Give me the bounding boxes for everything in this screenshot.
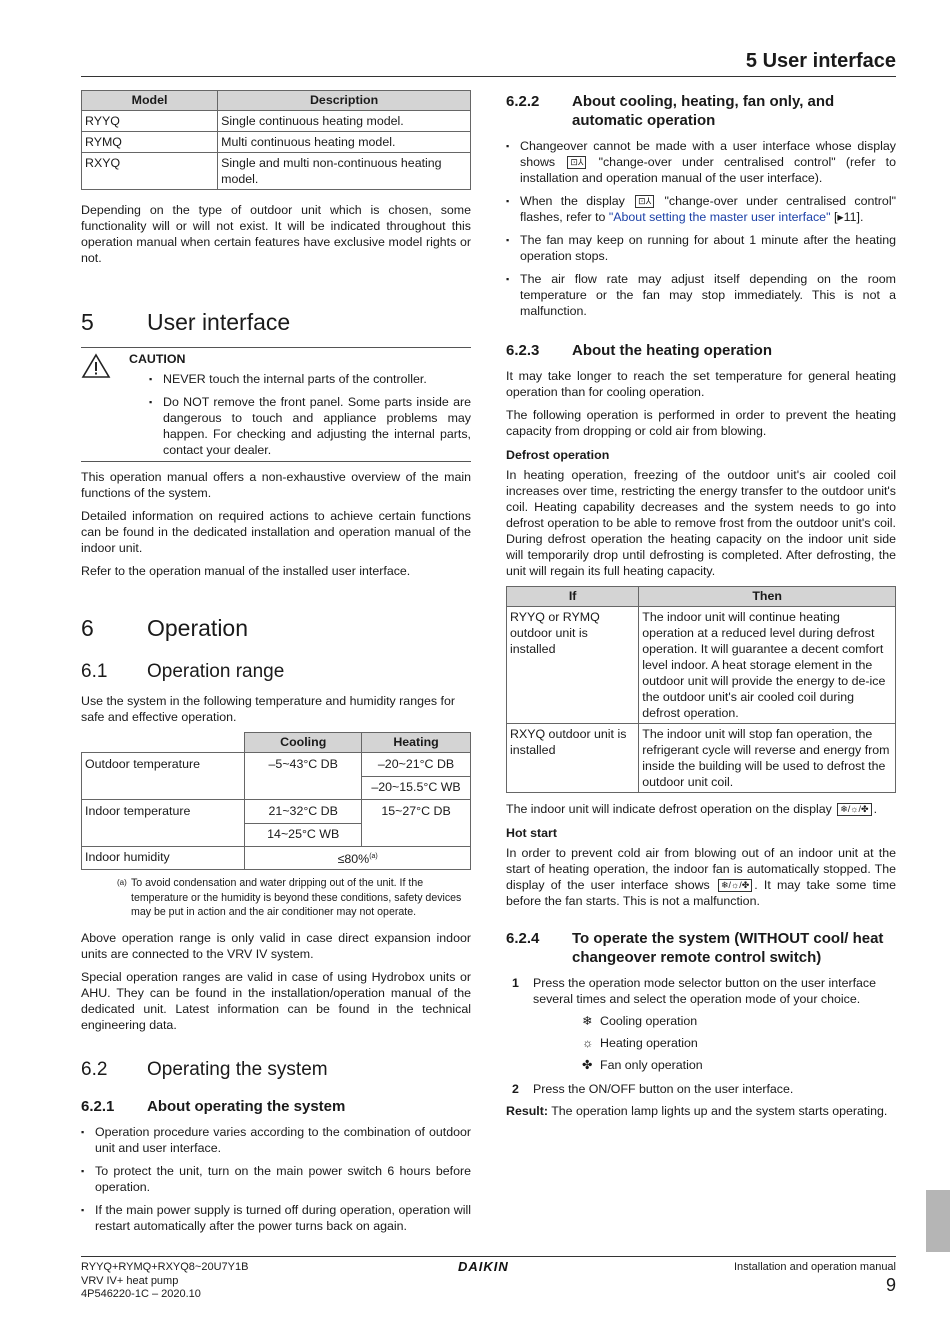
value-cell: –5~43°C DB	[245, 753, 362, 800]
table-row	[507, 724, 896, 793]
footnote-ref: (a)	[369, 853, 378, 860]
result-text: The operation lamp lights up and the system starts operating.	[551, 1104, 888, 1118]
step	[506, 975, 896, 1007]
step-number: 2	[512, 1082, 519, 1096]
text: [	[833, 210, 838, 224]
operation-range-table	[81, 732, 471, 870]
document-code: 4P546220-1C – 2020.10	[81, 1288, 201, 1300]
mode-item	[582, 1035, 896, 1051]
mode-item	[582, 1057, 896, 1073]
page-number: 9	[885, 1275, 896, 1295]
defrost-hotstart-icon: ❄/☼/✤	[837, 803, 871, 816]
value-cell	[245, 847, 471, 870]
master-interface-link[interactable]: "About setting the master user interface"	[608, 210, 831, 224]
row-label: Indoor humidity	[82, 847, 245, 870]
table-row	[82, 800, 471, 824]
table-row	[82, 111, 471, 132]
table-row	[82, 753, 471, 777]
caution-item: ▪ NEVER touch the internal parts of the controller.	[149, 371, 471, 387]
table-row	[82, 847, 471, 870]
fan-icon: ✤	[582, 1058, 593, 1072]
section-number: 5	[81, 309, 94, 335]
section-number: 6.2.2	[506, 93, 540, 110]
manual-type: Installation and operation manual	[733, 1261, 896, 1273]
if-then-table	[506, 586, 896, 793]
if-header: If	[507, 587, 639, 607]
list-item: ▪ Operation procedure varies according to the combination of outdoor unit and user interface.	[81, 1124, 471, 1156]
list-item: ▪ The fan may keep on running for about 1 minute after the heating operation stops.	[506, 232, 896, 264]
text: "change-over under centralised control" (refer to installation and operation manual of the user interface).	[520, 155, 896, 185]
paragraph: Detailed information on required actions to achieve certain functions can be found in the dedicated installation and operation manual of the indoor unit.	[81, 509, 471, 555]
text: When the display	[520, 194, 625, 208]
section-6-2-1-heading	[81, 1097, 471, 1116]
section-6-2-3-heading	[506, 341, 896, 360]
footnote-mark: (a)	[117, 878, 127, 888]
humidity-value: ≤80%	[337, 852, 370, 867]
list-item	[506, 193, 896, 225]
list-item	[506, 138, 896, 186]
right-column	[506, 90, 896, 1126]
row-label: Indoor temperature	[82, 800, 245, 847]
section-number: 6.2.4	[506, 930, 540, 947]
page-ref-icon: ▸	[837, 210, 844, 224]
model-cell: RYMQ	[82, 132, 218, 153]
step-text: Press the operation mode selector button on the user interface several times and select the operation mode of your choice.	[533, 976, 877, 1006]
paragraph: Use the system in the following temperature and humidity ranges for safe and effective operation.	[81, 694, 455, 724]
section-number: 6.1	[81, 661, 108, 682]
centralised-control-icon: ⊡⅄	[635, 195, 654, 208]
section-title: To operate the system (WITHOUT cool/ heat changeover remote control switch)	[572, 930, 884, 966]
cooling-icon: ❄	[582, 1014, 593, 1028]
text: .	[873, 802, 878, 816]
step-text: Press the ON/OFF button on the user interface.	[533, 1082, 794, 1096]
text: Changeover cannot be made with a user interface whose display shows	[520, 139, 896, 169]
section-5-heading	[81, 309, 471, 335]
warning-triangle-icon	[81, 351, 129, 458]
paragraph: In heating operation, freezing of the outdoor unit's air cooled coil increases over time, restricting the energy transfer to the outdoor unit's coil. Heating capability decreases and the system needs to go into defrost operation to be able to remove frost from the outdoor unit's coil. During defrost operation the heating capacity on the indoor unit side will temporarily drop until defrosting is completed. After defrosting, the unit will regain its full heating capacity.	[506, 468, 896, 578]
section-number: 6.2	[81, 1058, 108, 1080]
text: "change-over under centralised control" flashes, refer to	[520, 194, 896, 224]
caution-item: ▪ Do NOT remove the front panel. Some parts inside are dangerous to touch and appliance problems may happen. For checking and adjusting the internal parts, contact your dealer.	[149, 394, 471, 458]
paragraph: Above operation range is only valid in case direct expansion indoor units are connected to the VRV IV system.	[81, 930, 471, 961]
footnote-text: To avoid condensation and water dripping out of the unit. If the temperature or the humidity is beyond these conditions, safety devices may be put in action and the air conditioner may not operate.	[131, 877, 462, 919]
paragraph: It may take longer to reach the set temperature for general heating operation than for cooling operation.	[506, 369, 896, 399]
product-name: VRV IV+ heat pump	[81, 1274, 179, 1287]
description-cell: Multi continuous heating model.	[218, 132, 471, 153]
mode-label: Fan only operation	[600, 1058, 703, 1072]
heating-icon: ☼	[582, 1036, 594, 1050]
step	[506, 1081, 896, 1097]
text: In order to prevent cold air from blowing out of an indoor unit at the start of heating operation, the indoor fan is automatically stopped. The display of the user interface shows	[506, 846, 896, 892]
result-paragraph	[506, 1103, 896, 1119]
section-6-2-heading	[81, 1059, 471, 1081]
value-cell: 14~25°C WB	[245, 824, 362, 847]
heating-header: Heating	[362, 733, 471, 753]
subheading: Hot start	[506, 826, 557, 840]
mode-list	[582, 1013, 896, 1073]
list-item: ▪ The air flow rate may adjust itself depending on the room temperature or the fan may stop immediately. This is not a malfunction.	[506, 271, 896, 319]
cooling-header: Cooling	[245, 733, 362, 753]
section-number: 6.2.3	[506, 342, 540, 359]
description-cell: Single and multi non-continuous heating model.	[218, 153, 471, 190]
running-header: 5 User interface	[745, 50, 896, 72]
side-tab	[926, 1190, 950, 1252]
table-row	[82, 132, 471, 153]
paragraph	[506, 801, 896, 817]
section-number: 6	[81, 615, 94, 641]
section-title: Operation range	[147, 661, 285, 682]
value-cell: –20~21°C DB	[362, 753, 471, 777]
section-number: 6.2.1	[81, 1097, 115, 1115]
model-header: Model	[82, 91, 218, 111]
result-label: Result:	[506, 1104, 548, 1118]
table-row	[507, 607, 896, 724]
mode-item	[582, 1013, 896, 1029]
value-cell: 21~32°C DB	[245, 800, 362, 824]
footnote	[117, 876, 471, 920]
then-header: Then	[639, 587, 896, 607]
list-item: ▪ If the main power supply is turned off during operation, operation will restart automatically after the power turns back on again.	[81, 1202, 471, 1234]
section-6-heading	[81, 615, 471, 641]
footer-rule	[81, 1256, 896, 1257]
then-cell: The indoor unit will continue heating operation at a reduced level during defrost operation. It will guarantee a decent comfort level indoor. A heat storage element in the outdoor unit will provide the energy to de-ice the outdoor unit's air cooled coil during defrost operation.	[639, 607, 896, 724]
text: The indoor unit will indicate defrost operation on the display	[506, 802, 832, 816]
list-item: ▪ To protect the unit, turn on the main power switch 6 hours before operation.	[81, 1163, 471, 1195]
paragraph: Refer to the operation manual of the installed user interface.	[81, 564, 411, 578]
footer-left	[81, 1261, 248, 1302]
model-code: RYYQ+RYMQ+RXYQ8~20U7Y1B	[81, 1261, 249, 1273]
section-title: About cooling, heating, fan only, and automatic operation	[572, 93, 835, 129]
table-row	[82, 153, 471, 190]
empty-header	[82, 733, 245, 753]
daikin-logo: DAIKIN	[458, 1259, 509, 1274]
caution-box	[81, 347, 471, 462]
model-cell: RXYQ	[82, 153, 218, 190]
section-6-2-4-heading	[506, 929, 896, 967]
section-title: Operation	[147, 615, 249, 641]
if-cell: RYYQ or RYMQ outdoor unit is installed	[507, 607, 639, 724]
steps-list	[506, 975, 896, 1097]
description-header: Description	[218, 91, 471, 111]
section-title: About operating the system	[147, 1097, 346, 1115]
section-title: User interface	[147, 309, 291, 335]
intro-paragraph: Depending on the type of outdoor unit which is chosen, some functionality will or will not exist. It will be indicated throughout this operation manual when certain features have exclusive model rights or not.	[81, 203, 471, 265]
paragraph: Special operation ranges are valid in case of using Hydrobox units or AHU. They can be found in the installation/operation manual of the dedicated unit. Latest information can be found in the technical engineering data.	[81, 969, 471, 1032]
left-column	[81, 90, 471, 1241]
subheading: Defrost operation	[506, 448, 610, 462]
caution-title: CAUTION	[129, 352, 186, 366]
paragraph: The following operation is performed in order to prevent the heating capacity from dropping or cold air from blowing.	[506, 408, 896, 438]
mode-label: Cooling operation	[600, 1014, 698, 1028]
text: . It may take some time before the fan starts. This is not a malfunction.	[506, 878, 897, 908]
model-cell: RYYQ	[82, 111, 218, 132]
row-label: Outdoor temperature	[82, 753, 245, 800]
paragraph: This operation manual offers a non-exhaustive overview of the main functions of the system.	[81, 470, 471, 500]
section-6-2-2-heading	[506, 92, 896, 130]
paragraph	[506, 845, 896, 909]
model-table	[81, 90, 471, 190]
if-cell: RXYQ outdoor unit is installed	[507, 724, 639, 793]
step-number: 1	[512, 976, 519, 990]
value-cell: 15~27°C DB	[362, 800, 471, 847]
defrost-hotstart-icon: ❄/☼/✤	[718, 879, 752, 892]
mode-label: Heating operation	[600, 1036, 698, 1050]
section-6-1-heading	[81, 661, 471, 683]
then-cell: The indoor unit will stop fan operation, the refrigerant cycle will reverse and energy from inside the building will be used to defrost the outdoor unit coil.	[639, 724, 896, 793]
description-cell: Single continuous heating model.	[218, 111, 471, 132]
section-title: Operating the system	[147, 1058, 328, 1080]
centralised-control-icon: ⊡⅄	[567, 156, 586, 169]
header-rule	[81, 76, 896, 77]
value-cell: –20~15.5°C WB	[362, 777, 471, 800]
text: ].	[856, 210, 864, 224]
page-ref: 11	[843, 210, 857, 224]
section-title: About the heating operation	[572, 342, 772, 359]
